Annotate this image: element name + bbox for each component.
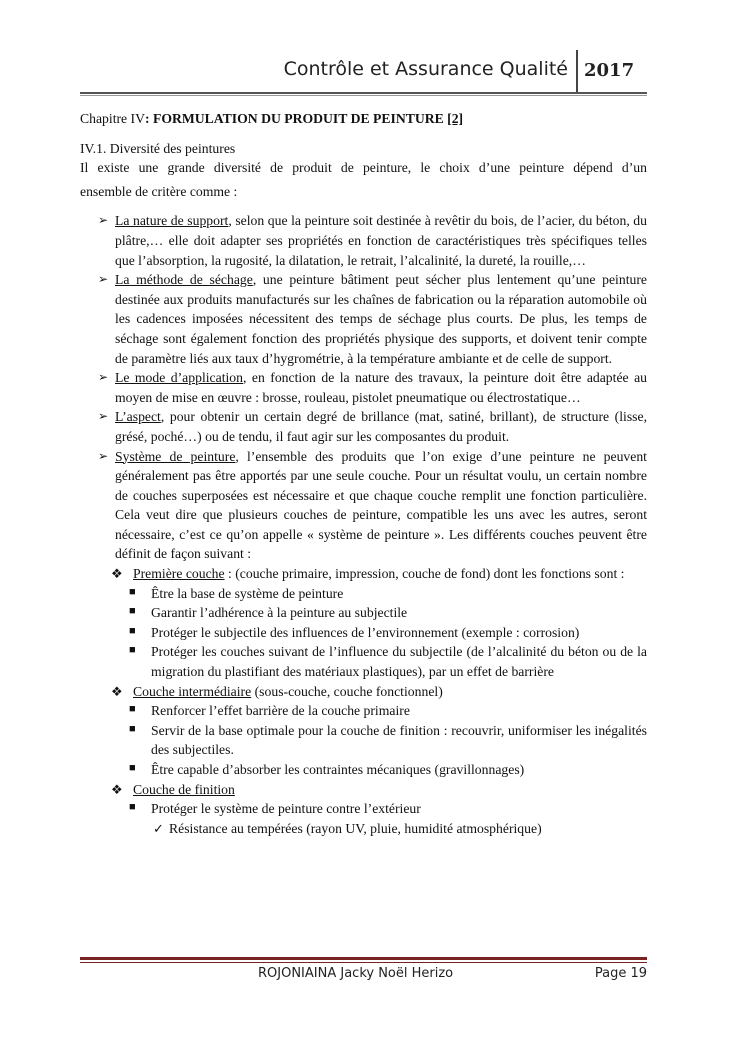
arrow-bullet-icon: ➢ [98, 213, 109, 228]
section-intro-line1: Il existe une grande diversité de produit de peinture, le choix d’une peinture dépend d’un [80, 160, 647, 176]
section-intro-line2: ensemble de critère comme : [80, 183, 238, 199]
layer-term: Première couche [133, 566, 225, 582]
criteria-text: , l’ensemble des produits que l’on exige d’une peinture ne peuvent généralement pas être apportés par une seule couche. Pour un résultat voulu, un certain nombre de couches superposées est nécessaire et que chaque couche remplit une fonction particulière. Cela veut dire que plusieurs couches de peinture, compatible les uns avec les autres, seront nécessaire, c’est ce qu’on appelle « système de peinture ». Les différents couches peuvent être définit de façon suivant : [115, 448, 647, 562]
layer-term: Couche intermédiaire [133, 683, 252, 699]
layer-term: Couche de finition [133, 781, 235, 797]
function-list [129, 701, 647, 779]
criteria-text: , pour obtenir un certain degré de brillance (mat, satiné, brillant), de structure (lisse, grésé, poché…) ou de tendu, il faut agir sur les composantes du produit. [115, 409, 647, 444]
footer-author: ROJONIAINA Jacky Noël Herizo [258, 966, 454, 981]
arrow-bullet-icon: ➢ [98, 370, 109, 385]
header-title: Contrôle et Assurance Qualité [283, 58, 568, 80]
function-text: Protéger le subjectile des influences de l’environnement (exemple : corrosion) [151, 624, 580, 640]
criteria-term: Système de peinture [115, 448, 236, 464]
function-text: Renforcer l’effet barrière de la couche primaire [151, 703, 410, 719]
square-bullet-icon: ■ [129, 762, 136, 774]
criteria-term: Le mode d’application [115, 370, 243, 386]
criteria-text: , une peinture bâtiment peut sécher plus lentement qu’une peinture destinée aux produits manufacturés sur les chaînes de fabrication ou la réparation automobile où les cadences imposées nécessitent des temps de séchage plus courts. De plus, les temps de séchage sont également fonction des propriétés physique des supports, et doivent tenir compte de paramètre liés aux taux d’hygrométrie, à la température ambiante et de celle de support. [115, 272, 647, 366]
arrow-bullet-icon: ➢ [98, 272, 109, 287]
criteria-text: , selon que la peinture soit destinée à revêtir du bois, de l’acier, du béton, du plâtre,… elle doit adapter ses propriétés en fonction de caractéristiques très spécifiques telles que l’absorption, la rugosité, la dilatation, le retrait, l’alcalinité, la dureté, la rouille,… [115, 213, 647, 268]
function-text: Garantir l’adhérence à la peinture au subjectile [151, 605, 408, 621]
layer-list [111, 564, 647, 838]
criteria-term: La nature de support [115, 213, 229, 229]
function-item [80, 603, 647, 623]
header-divider [576, 50, 578, 94]
arrow-bullet-icon: ➢ [98, 448, 109, 463]
criteria-text: , en fonction de la nature des travaux, la peinture doit être adaptée au moyen de mise en œuvre : brosse, rouleau, pistolet pneumatique ou électrostatique… [115, 370, 647, 405]
sub-function-list [151, 819, 647, 839]
chapter-prefix: Chapitre IV [80, 111, 145, 126]
criteria-list [80, 211, 647, 838]
arrow-bullet-icon: ➢ [98, 409, 109, 424]
criteria-term: La méthode de séchage [115, 272, 253, 288]
diamond-bullet-icon: ❖ [111, 683, 123, 699]
criteria-term: L’aspect [115, 409, 161, 425]
criteria-item [80, 447, 647, 839]
function-text: Être capable d’absorber les contraintes mécaniques (gravillonnages) [151, 762, 525, 777]
layer-item [80, 682, 647, 780]
layer-text: (sous-couche, couche fonctionnel) [251, 683, 443, 699]
page-number: Page 19 [594, 966, 647, 981]
diamond-bullet-icon: ❖ [111, 566, 123, 582]
function-item [80, 799, 647, 838]
section-heading: IV.1. Diversité des peintures [80, 140, 236, 156]
function-item [80, 721, 647, 760]
footer-rule [80, 957, 647, 960]
chapter-title: : FORMULATION DU PRODUIT DE PEINTURE [145, 111, 448, 126]
function-item [80, 642, 647, 681]
square-bullet-icon: ■ [129, 722, 136, 735]
criteria-item [80, 270, 647, 368]
footer-rule-thin [80, 962, 647, 963]
diamond-bullet-icon: ❖ [111, 781, 123, 797]
layer-item [80, 780, 647, 839]
square-bullet-icon: ■ [129, 801, 136, 814]
chapter-reference: [2] [447, 111, 464, 126]
function-text: Servir de la base optimale pour la couche de finition : recouvrir, uniformiser les inégalités des subjectiles. [151, 722, 647, 758]
header-rule-thin [80, 95, 647, 96]
chapter-heading [80, 109, 647, 129]
page-content [80, 109, 647, 838]
function-item [80, 584, 647, 604]
sub-function-text: Résistance au tempérées (rayon UV, pluie, humidité atmosphérique) [169, 820, 542, 836]
square-bullet-icon: ■ [129, 644, 136, 657]
function-item [80, 701, 647, 721]
function-item [80, 760, 647, 780]
function-text: Protéger les couches suivant de l’influence du subjectile (de l’alcalinité du béton ou de la migration du plastifiant des matériaux plastiques), par un effet de barrière [151, 644, 647, 680]
function-list [129, 584, 647, 682]
function-text: Être la base de système de peinture [151, 585, 344, 601]
layer-item [80, 564, 647, 682]
sub-function-item [80, 819, 647, 839]
criteria-item [80, 407, 647, 446]
header-year: 2017 [584, 60, 635, 81]
square-bullet-icon: ■ [129, 703, 136, 716]
check-icon: ✓ [153, 820, 164, 836]
layer-text: : (couche primaire, impression, couche de fond) dont les fonctions sont : [224, 566, 625, 582]
square-bullet-icon: ■ [129, 585, 136, 598]
header-rule [80, 92, 647, 94]
function-list [129, 799, 647, 838]
criteria-item [80, 211, 647, 270]
square-bullet-icon: ■ [129, 605, 136, 618]
square-bullet-icon: ■ [129, 624, 136, 637]
function-text: Protéger le système de peinture contre l’extérieur [151, 801, 421, 817]
function-item [80, 623, 647, 643]
criteria-item [80, 368, 647, 407]
